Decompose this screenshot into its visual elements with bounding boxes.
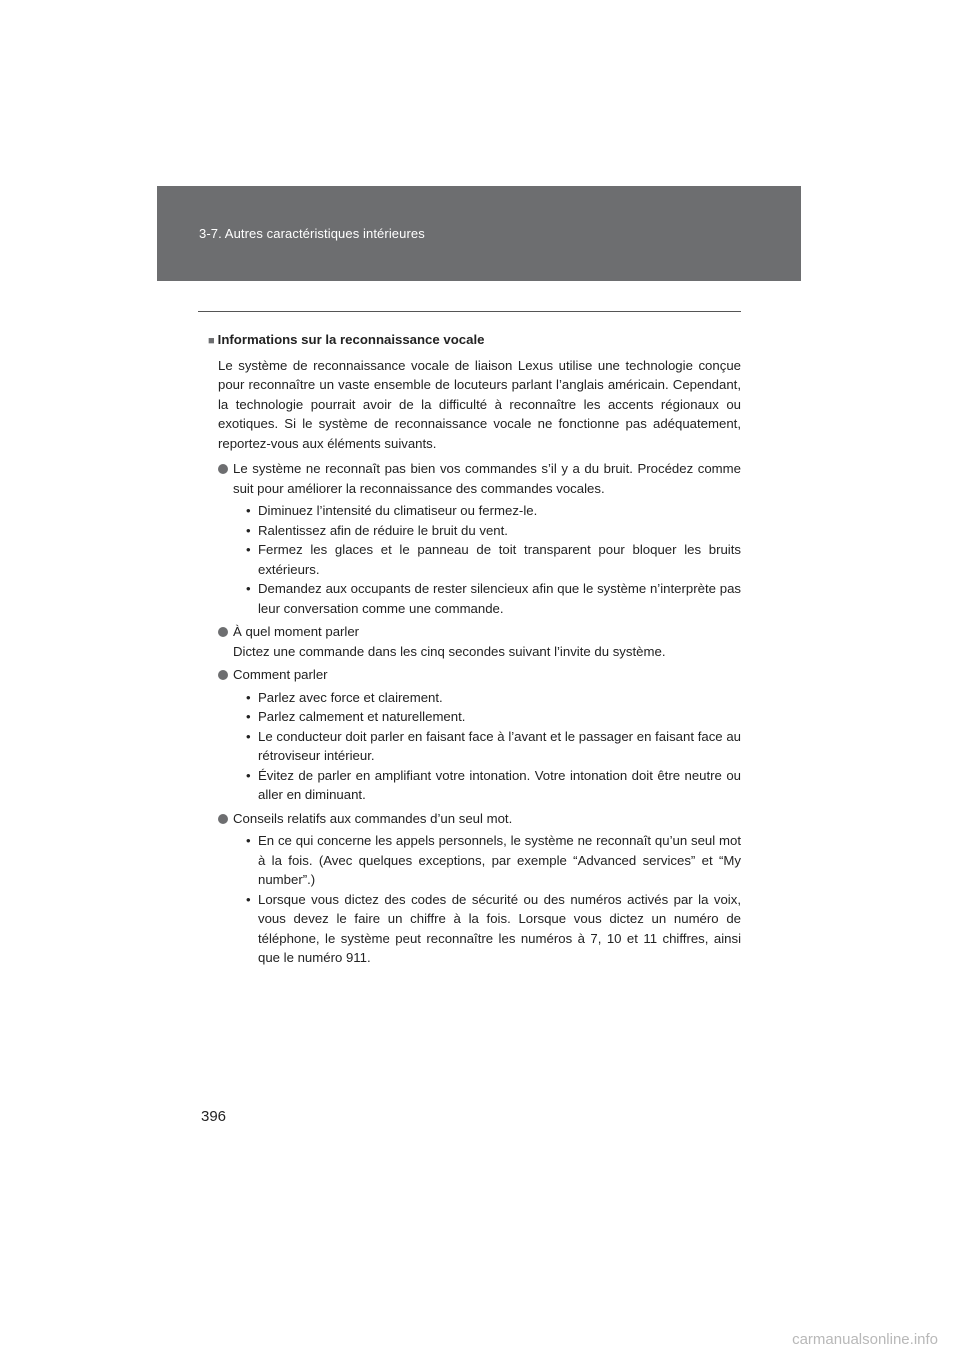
list-item xyxy=(218,459,741,618)
list-item xyxy=(218,622,741,661)
sub-list-item: • Parlez avec force et clairement. xyxy=(246,688,741,708)
list-item xyxy=(218,809,741,968)
dot-icon xyxy=(218,627,228,637)
list-item-detail: Dictez une commande dans les cinq secondes suivant l’invite du système. xyxy=(233,643,666,659)
divider xyxy=(198,311,741,312)
dot-icon xyxy=(218,464,228,474)
page-number: 396 xyxy=(201,1108,227,1125)
intro-paragraph: Le système de reconnaissance vocale de liaison Lexus utilise une technologie conçue pour reconnaître un vaste ensemble de locuteurs parlant l’anglais américain. Cependant, la technologie pourrait avoir de la difficulté à reconnaître les accents régionaux ou exotiques. Si le système de reconnaissance vocale ne fonctionne pas adéquatement, reportez-vous aux éléments suivants. xyxy=(218,357,741,451)
sub-list-item: • Le conducteur doit parler en faisant face à l’avant et le passager en faisant face au rétroviseur intérieur. xyxy=(246,727,741,766)
sub-list-item: • Diminuez l’intensité du climatiseur ou fermez-le. xyxy=(246,501,741,521)
sub-list-item: • Demandez aux occupants de rester silencieux afin que le système n’interprète pas leur conversation comme une commande. xyxy=(246,579,741,618)
dot-icon xyxy=(218,670,228,680)
list-item-heading xyxy=(218,809,741,829)
list-item-heading xyxy=(218,622,741,661)
list-item-heading xyxy=(218,459,741,498)
list-item xyxy=(218,665,741,805)
section-heading xyxy=(208,330,741,352)
sub-list-item: • Parlez calmement et naturellement. xyxy=(246,707,741,727)
square-icon: ■ xyxy=(208,335,215,347)
section-heading-text: Informations sur la reconnaissance vocale xyxy=(217,332,485,347)
list-item-heading xyxy=(218,665,741,685)
sub-list-item: • Ralentissez afin de réduire le bruit du vent. xyxy=(246,521,741,541)
list-item-text: Le système ne reconnaît pas bien vos commandes s’il y a du bruit. Procédez comme suit pour améliorer la reconnaissance des commandes vocales. xyxy=(233,461,741,496)
section-title: 3-7. Autres caractéristiques intérieures xyxy=(199,226,425,241)
list-item-text: Conseils relatifs aux commandes d’un seul mot. xyxy=(233,810,513,826)
sub-list xyxy=(218,501,741,618)
sub-list xyxy=(218,831,741,968)
watermark: carmanualsonline.info xyxy=(792,1331,938,1348)
list-item-text: À quel moment parler xyxy=(233,624,360,639)
sub-list xyxy=(218,688,741,805)
sub-list-item: • Lorsque vous dictez des codes de sécurité ou des numéros activés par la voix, vous devez le faire un chiffre à la fois. Lorsque vous dictez un numéro de téléphone, le système peut reconnaître les numéros à 7, 10 et 11 chiffres, ainsi que le numéro 911. xyxy=(246,890,741,968)
sub-list-item: • En ce qui concerne les appels personnels, le système ne reconnaît qu’un seul mot à la fois. (Avec quelques exceptions, par exemple “Advanced services” et “My number”.) xyxy=(246,831,741,890)
main-content xyxy=(208,330,741,972)
tips-list xyxy=(218,459,741,968)
sub-list-item: • Évitez de parler en amplifiant votre intonation. Votre intonation doit être neutre ou aller en diminuant. xyxy=(246,766,741,805)
header-band xyxy=(157,186,801,281)
sub-list-item: • Fermez les glaces et le panneau de toit transparent pour bloquer les bruits extérieurs. xyxy=(246,540,741,579)
list-item-text: Comment parler xyxy=(233,667,328,682)
dot-icon xyxy=(218,814,228,824)
